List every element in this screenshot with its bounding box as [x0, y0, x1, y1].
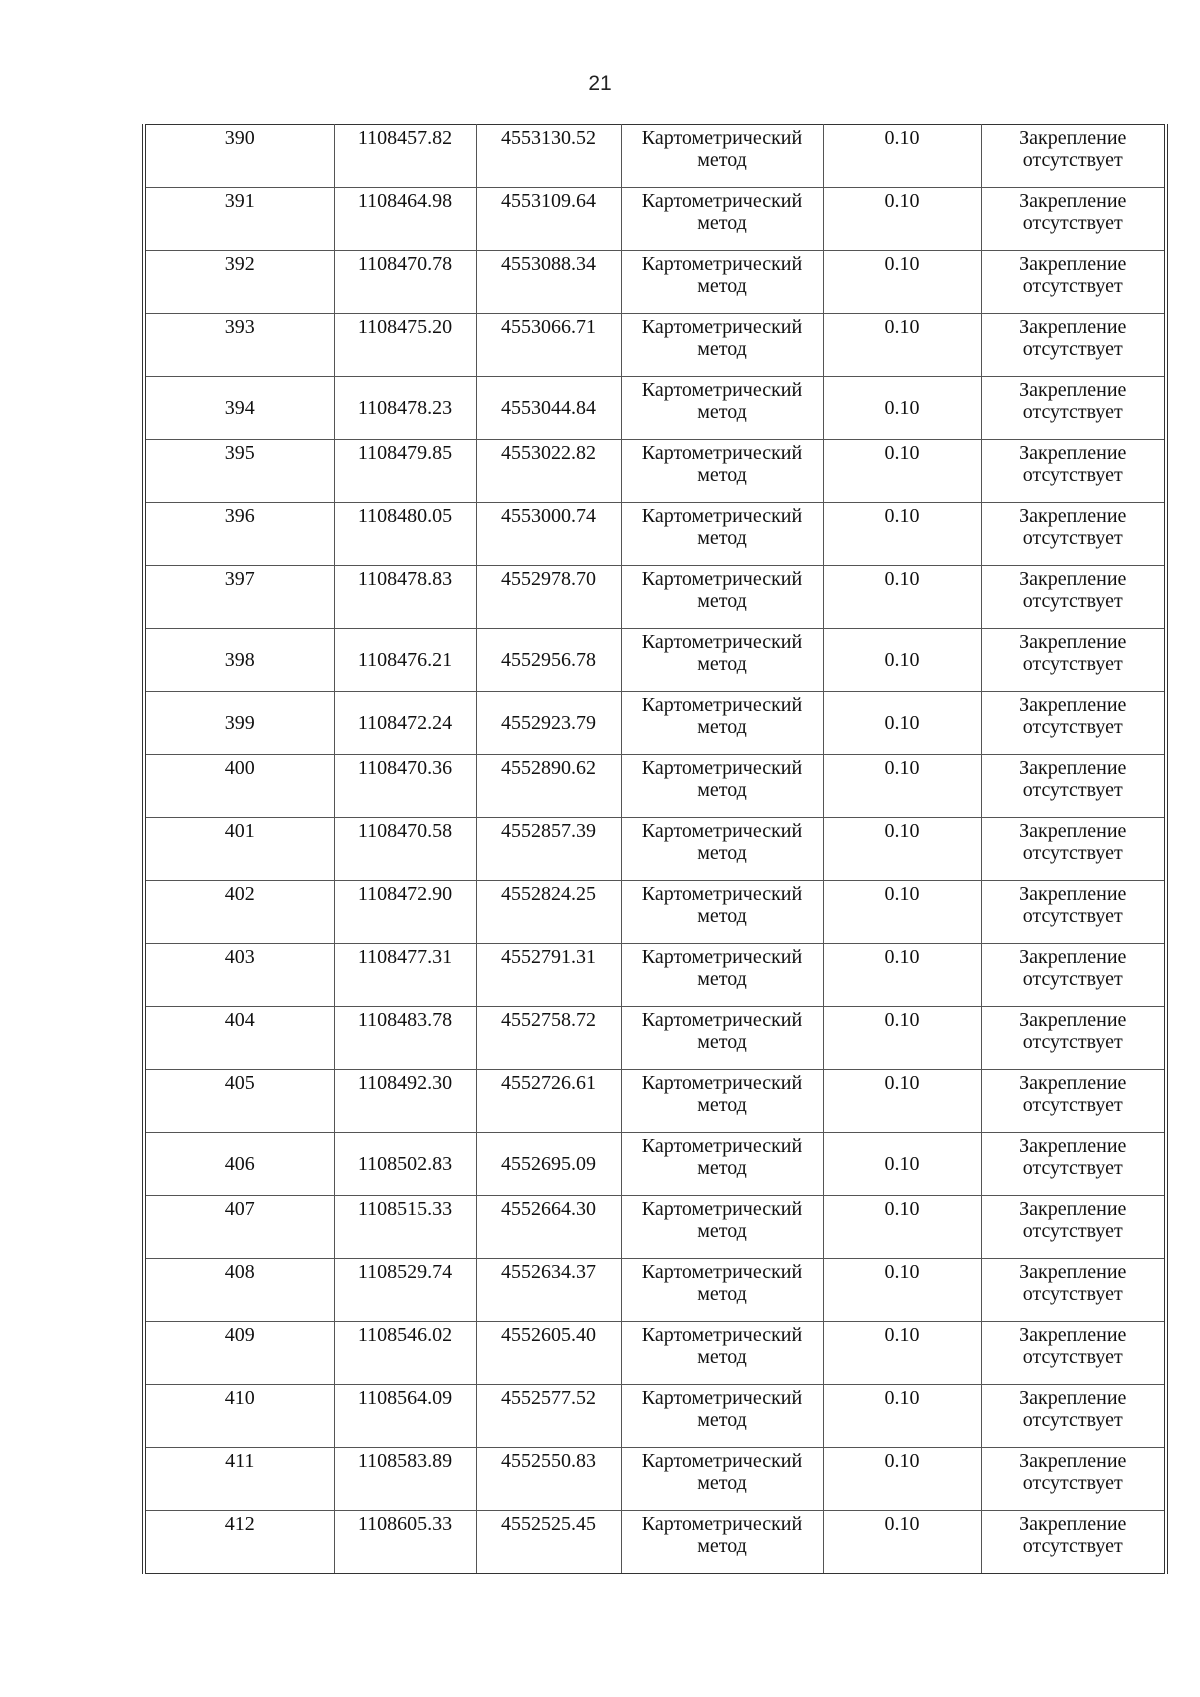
x-coordinate-cell: 1108470.58: [334, 818, 476, 881]
method-cell: Картометрический метод: [621, 755, 823, 818]
y-coordinate-cell: 4553066.71: [476, 314, 621, 377]
y-coordinate-cell: 4552923.79: [476, 692, 621, 755]
accuracy-cell: 0.10: [823, 1070, 981, 1133]
table-row: [144, 1511, 1166, 1574]
y-coordinate-cell: 4552695.09: [476, 1133, 621, 1196]
method-cell: Картометрический метод: [621, 251, 823, 314]
fixation-cell: Закрепление отсутствует: [981, 755, 1166, 818]
method-cell: Картометрический метод: [621, 881, 823, 944]
accuracy-cell: 0.10: [823, 440, 981, 503]
fixation-cell: Закрепление отсутствует: [981, 1007, 1166, 1070]
point-number-cell: 406: [144, 1133, 334, 1196]
fixation-cell: Закрепление отсутствует: [981, 881, 1166, 944]
accuracy-cell: 0.10: [823, 1322, 981, 1385]
table-row: [144, 125, 1166, 188]
x-coordinate-cell: 1108515.33: [334, 1196, 476, 1259]
method-cell: Картометрический метод: [621, 944, 823, 1007]
point-number-cell: 412: [144, 1511, 334, 1574]
method-cell: Картометрический метод: [621, 818, 823, 881]
x-coordinate-cell: 1108470.36: [334, 755, 476, 818]
table-row: [144, 251, 1166, 314]
accuracy-cell: 0.10: [823, 125, 981, 188]
point-number-cell: 395: [144, 440, 334, 503]
y-coordinate-cell: 4553109.64: [476, 188, 621, 251]
point-number-cell: 397: [144, 566, 334, 629]
fixation-cell: Закрепление отсутствует: [981, 377, 1166, 440]
y-coordinate-cell: 4552577.52: [476, 1385, 621, 1448]
method-cell: Картометрический метод: [621, 125, 823, 188]
x-coordinate-cell: 1108470.78: [334, 251, 476, 314]
method-cell: Картометрический метод: [621, 188, 823, 251]
y-coordinate-cell: 4552824.25: [476, 881, 621, 944]
fixation-cell: Закрепление отсутствует: [981, 1385, 1166, 1448]
y-coordinate-cell: 4552664.30: [476, 1196, 621, 1259]
accuracy-cell: 0.10: [823, 1007, 981, 1070]
method-cell: Картометрический метод: [621, 1259, 823, 1322]
coordinates-table-body: [144, 125, 1166, 1574]
table-row: [144, 629, 1166, 692]
x-coordinate-cell: 1108477.31: [334, 944, 476, 1007]
x-coordinate-cell: 1108605.33: [334, 1511, 476, 1574]
accuracy-cell: 0.10: [823, 692, 981, 755]
method-cell: Картометрический метод: [621, 1385, 823, 1448]
y-coordinate-cell: 4552550.83: [476, 1448, 621, 1511]
table-row: [144, 314, 1166, 377]
table-row: [144, 755, 1166, 818]
point-number-cell: 407: [144, 1196, 334, 1259]
accuracy-cell: 0.10: [823, 1511, 981, 1574]
accuracy-cell: 0.10: [823, 944, 981, 1007]
method-cell: Картометрический метод: [621, 1196, 823, 1259]
fixation-cell: Закрепление отсутствует: [981, 1511, 1166, 1574]
y-coordinate-cell: 4553000.74: [476, 503, 621, 566]
point-number-cell: 403: [144, 944, 334, 1007]
accuracy-cell: 0.10: [823, 251, 981, 314]
table-row: [144, 1007, 1166, 1070]
method-cell: Картометрический метод: [621, 440, 823, 503]
x-coordinate-cell: 1108583.89: [334, 1448, 476, 1511]
fixation-cell: Закрепление отсутствует: [981, 1196, 1166, 1259]
fixation-cell: Закрепление отсутствует: [981, 1259, 1166, 1322]
accuracy-cell: 0.10: [823, 188, 981, 251]
fixation-cell: Закрепление отсутствует: [981, 125, 1166, 188]
x-coordinate-cell: 1108480.05: [334, 503, 476, 566]
y-coordinate-cell: 4552978.70: [476, 566, 621, 629]
y-coordinate-cell: 4553088.34: [476, 251, 621, 314]
y-coordinate-cell: 4552791.31: [476, 944, 621, 1007]
point-number-cell: 401: [144, 818, 334, 881]
accuracy-cell: 0.10: [823, 1133, 981, 1196]
y-coordinate-cell: 4552525.45: [476, 1511, 621, 1574]
x-coordinate-cell: 1108457.82: [334, 125, 476, 188]
fixation-cell: Закрепление отсутствует: [981, 503, 1166, 566]
table-row: [144, 440, 1166, 503]
fixation-cell: Закрепление отсутствует: [981, 818, 1166, 881]
method-cell: Картометрический метод: [621, 377, 823, 440]
y-coordinate-cell: 4553130.52: [476, 125, 621, 188]
y-coordinate-cell: 4552726.61: [476, 1070, 621, 1133]
method-cell: Картометрический метод: [621, 503, 823, 566]
accuracy-cell: 0.10: [823, 755, 981, 818]
table-row: [144, 566, 1166, 629]
table-row: [144, 503, 1166, 566]
fixation-cell: Закрепление отсутствует: [981, 188, 1166, 251]
method-cell: Картометрический метод: [621, 1322, 823, 1385]
fixation-cell: Закрепление отсутствует: [981, 629, 1166, 692]
point-number-cell: 405: [144, 1070, 334, 1133]
x-coordinate-cell: 1108475.20: [334, 314, 476, 377]
accuracy-cell: 0.10: [823, 503, 981, 566]
method-cell: Картометрический метод: [621, 1448, 823, 1511]
accuracy-cell: 0.10: [823, 1385, 981, 1448]
y-coordinate-cell: 4552890.62: [476, 755, 621, 818]
x-coordinate-cell: 1108564.09: [334, 1385, 476, 1448]
point-number-cell: 391: [144, 188, 334, 251]
y-coordinate-cell: 4553022.82: [476, 440, 621, 503]
x-coordinate-cell: 1108483.78: [334, 1007, 476, 1070]
table-row: [144, 1448, 1166, 1511]
point-number-cell: 410: [144, 1385, 334, 1448]
table-row: [144, 1322, 1166, 1385]
table-row: [144, 944, 1166, 1007]
point-number-cell: 398: [144, 629, 334, 692]
table-row: [144, 1133, 1166, 1196]
page-number: 21: [588, 72, 612, 95]
accuracy-cell: 0.10: [823, 818, 981, 881]
fixation-cell: Закрепление отсутствует: [981, 692, 1166, 755]
point-number-cell: 394: [144, 377, 334, 440]
y-coordinate-cell: 4553044.84: [476, 377, 621, 440]
table-row: [144, 188, 1166, 251]
accuracy-cell: 0.10: [823, 1259, 981, 1322]
x-coordinate-cell: 1108472.90: [334, 881, 476, 944]
method-cell: Картометрический метод: [621, 1007, 823, 1070]
table-row: [144, 881, 1166, 944]
table-row: [144, 1196, 1166, 1259]
y-coordinate-cell: 4552857.39: [476, 818, 621, 881]
point-number-cell: 409: [144, 1322, 334, 1385]
table-row: [144, 818, 1166, 881]
point-number-cell: 393: [144, 314, 334, 377]
method-cell: Картометрический метод: [621, 1133, 823, 1196]
x-coordinate-cell: 1108529.74: [334, 1259, 476, 1322]
point-number-cell: 390: [144, 125, 334, 188]
point-number-cell: 400: [144, 755, 334, 818]
fixation-cell: Закрепление отсутствует: [981, 1070, 1166, 1133]
y-coordinate-cell: 4552956.78: [476, 629, 621, 692]
method-cell: Картометрический метод: [621, 629, 823, 692]
table-row: [144, 692, 1166, 755]
accuracy-cell: 0.10: [823, 629, 981, 692]
table-row: [144, 377, 1166, 440]
method-cell: Картометрический метод: [621, 1070, 823, 1133]
coordinates-table-container: [142, 124, 1164, 1574]
accuracy-cell: 0.10: [823, 881, 981, 944]
point-number-cell: 411: [144, 1448, 334, 1511]
method-cell: Картометрический метод: [621, 314, 823, 377]
fixation-cell: Закрепление отсутствует: [981, 251, 1166, 314]
x-coordinate-cell: 1108464.98: [334, 188, 476, 251]
fixation-cell: Закрепление отсутствует: [981, 314, 1166, 377]
x-coordinate-cell: 1108492.30: [334, 1070, 476, 1133]
point-number-cell: 408: [144, 1259, 334, 1322]
x-coordinate-cell: 1108472.24: [334, 692, 476, 755]
fixation-cell: Закрепление отсутствует: [981, 440, 1166, 503]
accuracy-cell: 0.10: [823, 1448, 981, 1511]
fixation-cell: Закрепление отсутствует: [981, 944, 1166, 1007]
accuracy-cell: 0.10: [823, 377, 981, 440]
point-number-cell: 399: [144, 692, 334, 755]
table-row: [144, 1070, 1166, 1133]
method-cell: Картометрический метод: [621, 566, 823, 629]
point-number-cell: 392: [144, 251, 334, 314]
point-number-cell: 404: [144, 1007, 334, 1070]
x-coordinate-cell: 1108478.83: [334, 566, 476, 629]
y-coordinate-cell: 4552605.40: [476, 1322, 621, 1385]
fixation-cell: Закрепление отсутствует: [981, 1448, 1166, 1511]
fixation-cell: Закрепление отсутствует: [981, 566, 1166, 629]
accuracy-cell: 0.10: [823, 566, 981, 629]
x-coordinate-cell: 1108479.85: [334, 440, 476, 503]
y-coordinate-cell: 4552634.37: [476, 1259, 621, 1322]
table-row: [144, 1385, 1166, 1448]
method-cell: Картометрический метод: [621, 692, 823, 755]
fixation-cell: Закрепление отсутствует: [981, 1322, 1166, 1385]
method-cell: Картометрический метод: [621, 1511, 823, 1574]
fixation-cell: Закрепление отсутствует: [981, 1133, 1166, 1196]
point-number-cell: 402: [144, 881, 334, 944]
accuracy-cell: 0.10: [823, 314, 981, 377]
x-coordinate-cell: 1108478.23: [334, 377, 476, 440]
accuracy-cell: 0.10: [823, 1196, 981, 1259]
point-number-cell: 396: [144, 503, 334, 566]
y-coordinate-cell: 4552758.72: [476, 1007, 621, 1070]
table-row: [144, 1259, 1166, 1322]
coordinates-table: [142, 124, 1168, 1574]
x-coordinate-cell: 1108502.83: [334, 1133, 476, 1196]
x-coordinate-cell: 1108546.02: [334, 1322, 476, 1385]
x-coordinate-cell: 1108476.21: [334, 629, 476, 692]
